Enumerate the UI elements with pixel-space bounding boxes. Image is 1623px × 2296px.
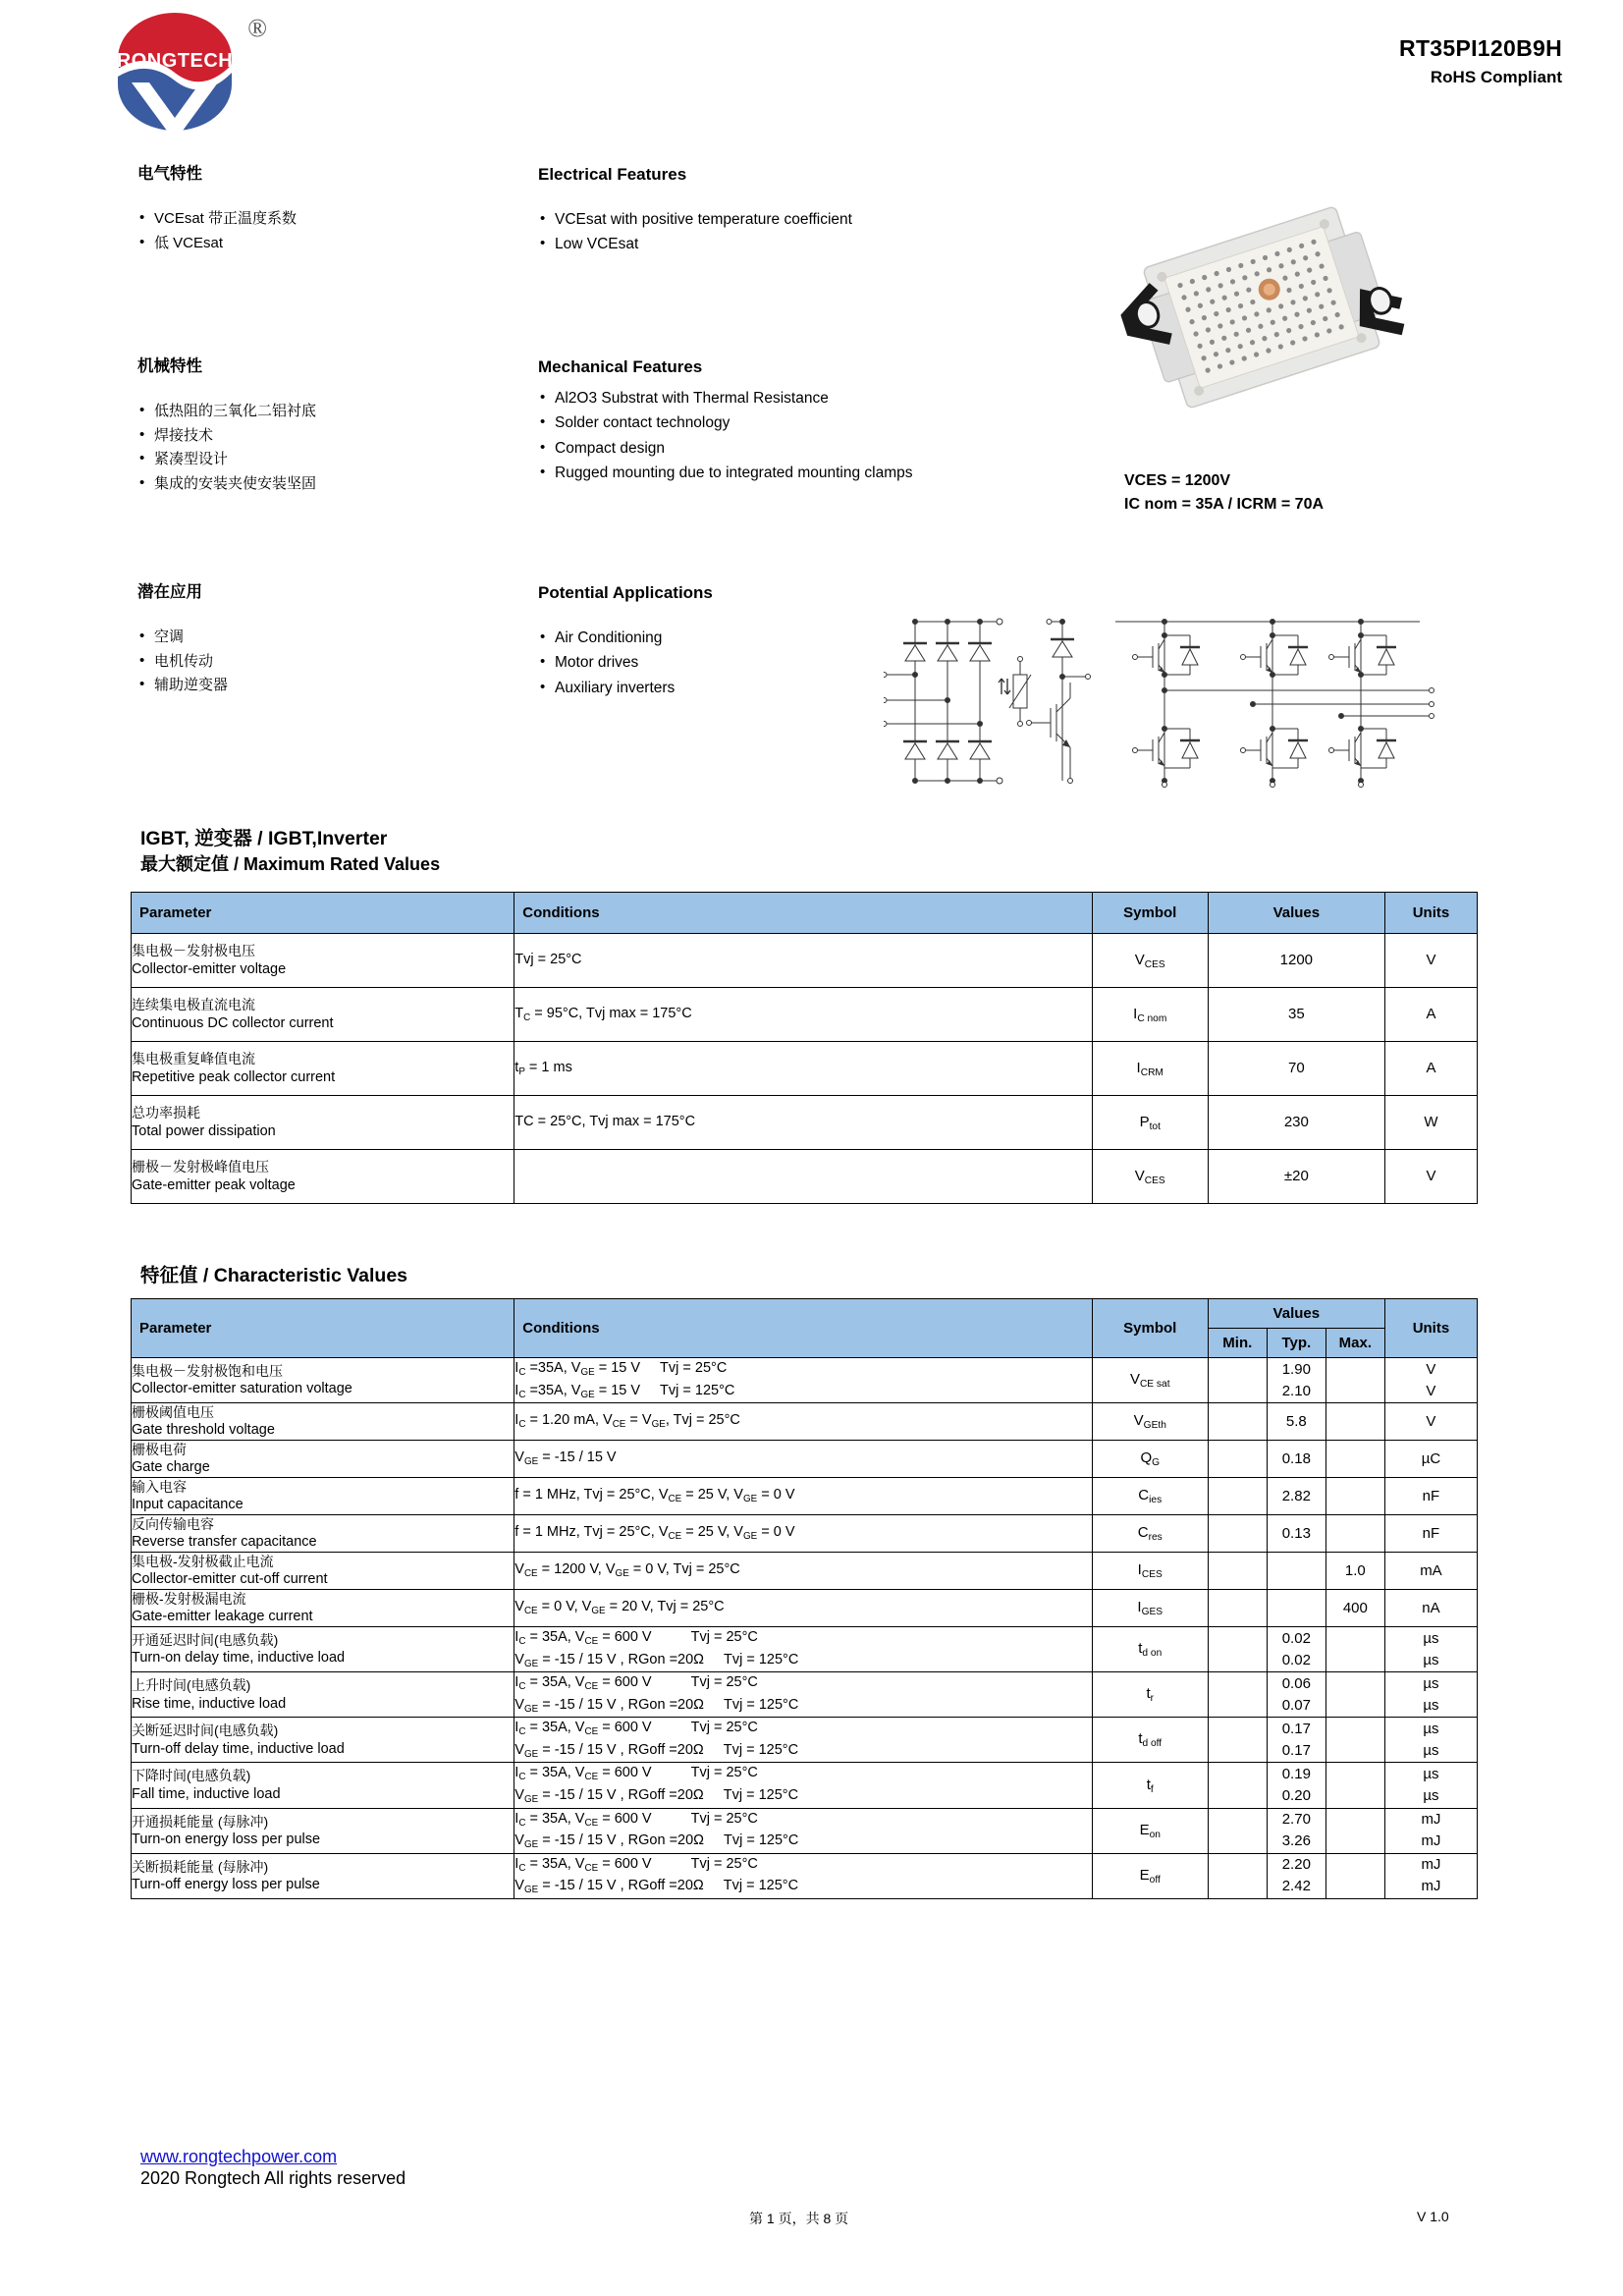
applications-cn <box>137 581 432 699</box>
cell-typ <box>1267 1553 1325 1590</box>
cell-symbol: $Q_G$ <box>1092 1441 1208 1478</box>
mechanical-features-title-cn: 机械特性 <box>137 357 202 375</box>
column-header-values: Values <box>1208 893 1384 934</box>
cell-symbol: $V_{GEth}$ <box>1092 1403 1208 1441</box>
list-item: • Air Conditioning <box>538 628 1049 649</box>
cell-symbol: $V_{CES}$ <box>1092 934 1208 988</box>
cell-parameter: 下降时间(电感负载) Fall time, inductive load <box>132 1763 514 1808</box>
table-row <box>132 1478 1478 1515</box>
electrical-features-title-en: Electrical Features <box>538 165 687 184</box>
mechanical-features-cn <box>137 355 432 498</box>
cell-symbol: $V_{CE sat}$ <box>1092 1358 1208 1403</box>
table-row <box>132 1515 1478 1553</box>
column-header-values: Values <box>1208 1299 1384 1329</box>
section-title-maximum-rated-values <box>140 823 440 876</box>
cell-max <box>1325 1853 1384 1898</box>
table-row <box>132 1808 1478 1853</box>
cell-min <box>1208 1553 1267 1590</box>
document-version: V 1.0 <box>1417 2209 1449 2224</box>
cell-unit: nA <box>1384 1590 1477 1627</box>
cell-unit: nF <box>1384 1515 1477 1553</box>
website-link[interactable]: www.rongtechpower.com <box>140 2147 338 2166</box>
cell-typ: 1.90 2.10 <box>1267 1358 1325 1403</box>
column-header-symbol: Symbol <box>1092 893 1208 934</box>
cell-parameter: 集电极－发射极饱和电压 Collector-emitter saturation voltage <box>132 1358 514 1403</box>
section-title-line1: IGBT, 逆变器 / IGBT,Inverter <box>140 828 388 849</box>
column-header-typ: Typ. <box>1267 1329 1325 1358</box>
list-item: • Compact design <box>538 438 1049 460</box>
cell-typ: 0.02 0.02 <box>1267 1627 1325 1672</box>
cell-unit: V V <box>1384 1358 1477 1403</box>
electrical-features-en <box>538 163 1049 259</box>
applications-title-en: Potential Applications <box>538 583 713 602</box>
cell-unit: µs µs <box>1384 1763 1477 1808</box>
table-row <box>132 1358 1478 1403</box>
cell-typ: 0.13 <box>1267 1515 1325 1553</box>
part-number: RT35PI120B9H <box>1399 35 1562 61</box>
mechanical-features-title-en: Mechanical Features <box>538 357 703 376</box>
maximum-rated-values-table <box>131 892 1478 1204</box>
cell-conditions: TC = 25°C, Tvj max = 175°C <box>514 1096 1092 1150</box>
svg-text:RONGTECH: RONGTECH <box>116 50 234 72</box>
cell-symbol: $P_{tot}$ <box>1092 1096 1208 1150</box>
mechanical-features-en <box>538 355 1049 488</box>
cell-symbol: $V_{CES}$ <box>1092 1150 1208 1204</box>
column-header-parameter: Parameter <box>132 1299 514 1358</box>
cell-typ: 2.20 2.42 <box>1267 1853 1325 1898</box>
page-footer <box>140 2147 1515 2226</box>
cell-min <box>1208 1627 1267 1672</box>
cell-symbol: $I_{CES}$ <box>1092 1553 1208 1590</box>
current-rating: IC nom = 35A / ICRM = 70A <box>1124 496 1325 513</box>
cell-symbol: $t_f$ <box>1092 1763 1208 1808</box>
column-header-max: Max. <box>1325 1329 1384 1358</box>
cell-symbol: $E_{off}$ <box>1092 1853 1208 1898</box>
column-header-symbol: Symbol <box>1092 1299 1208 1358</box>
cell-symbol: $I_{CRM}$ <box>1092 1042 1208 1096</box>
cell-max <box>1325 1441 1384 1478</box>
column-header-units: Units <box>1384 1299 1477 1358</box>
circuit-schematic <box>884 614 1443 791</box>
cell-max: 400 <box>1325 1590 1384 1627</box>
cell-parameter: 连续集电极直流电流 Continuous DC collector current <box>132 988 514 1042</box>
cell-conditions: $V_{GE} = -15 / 15$ V <box>514 1441 1092 1478</box>
cell-unit: W <box>1384 1096 1477 1150</box>
cell-typ: 2.82 <box>1267 1478 1325 1515</box>
table-row <box>132 1403 1478 1441</box>
cell-conditions: $V_{CE} = 1200$ V, $V_{GE} = 0$ V, Tvj = 25°C <box>514 1553 1092 1590</box>
copyright-notice: 2020 Rongtech All rights reserved <box>140 2168 406 2188</box>
table-row <box>132 1627 1478 1672</box>
cell-max <box>1325 1718 1384 1763</box>
cell-min <box>1208 1590 1267 1627</box>
cell-value: 1200 <box>1208 934 1384 988</box>
cell-symbol: $t_{d on}$ <box>1092 1627 1208 1672</box>
table-row <box>132 1763 1478 1808</box>
section-title-characteristic-values <box>140 1260 407 1287</box>
table-row <box>132 934 1478 988</box>
list-item: • 电机传动 <box>137 651 432 673</box>
cell-typ: 0.19 0.20 <box>1267 1763 1325 1808</box>
cell-unit: A <box>1384 988 1477 1042</box>
cell-parameter: 开通损耗能量 (每脉冲) Turn-on energy loss per pulse <box>132 1808 514 1853</box>
cell-parameter: 集电极－发射极电压 Collector-emitter voltage <box>132 934 514 988</box>
cell-conditions: $I_C = 35A$, $V_{CE} = 600$ V Tvj = 25°C $V_{GE} = -15 / 15$ V , RGoff =20Ω Tvj = 125°C <box>514 1718 1092 1763</box>
cell-unit: µs µs <box>1384 1672 1477 1718</box>
column-header-conditions: Conditions <box>514 1299 1092 1358</box>
cell-conditions: $I_C = 35A$, $V_{CE} = 600$ V Tvj = 25°C $V_{GE} = -15 / 15$ V , RGoff =20Ω Tvj = 125°C <box>514 1853 1092 1898</box>
cell-typ <box>1267 1590 1325 1627</box>
cell-parameter: 集电极重复峰值电流 Repetitive peak collector current <box>132 1042 514 1096</box>
list-item: • VCEsat with positive temperature coefficient <box>538 209 1049 231</box>
cell-conditions: $I_C = 35A$, $V_{CE} = 600$ V Tvj = 25°C $V_{GE} = -15 / 15$ V , RGon =20Ω Tvj = 125°C <box>514 1672 1092 1718</box>
column-header-units: Units <box>1384 893 1477 934</box>
table-body <box>132 1358 1478 1899</box>
cell-min <box>1208 1672 1267 1718</box>
vces-rating: VCES = 1200V <box>1124 472 1231 489</box>
cell-unit: µs µs <box>1384 1718 1477 1763</box>
mechanical-features-list-cn <box>137 401 432 495</box>
list-item: • 低 VCEsat <box>137 233 432 254</box>
cell-parameter: 反向传输电容 Reverse transfer capacitance <box>132 1515 514 1553</box>
list-item: • VCEsat 带正温度系数 <box>137 208 432 230</box>
cell-conditions: $I_C = 35A$, $V_{CE} = 600$ V Tvj = 25°C $V_{GE} = -15 / 15$ V , RGoff =20Ω Tvj = 125°C <box>514 1763 1092 1808</box>
cell-conditions: f = 1 MHz, Tvj = 25°C, $V_{CE} = 25$ V, $V_{GE} = 0$ V <box>514 1478 1092 1515</box>
electrical-features-cn <box>137 163 432 256</box>
cell-value: 35 <box>1208 988 1384 1042</box>
section-title-line2: 最大额定值 / Maximum Rated Values <box>140 854 441 874</box>
table-row <box>132 1672 1478 1718</box>
cell-min <box>1208 1763 1267 1808</box>
table-row <box>132 1853 1478 1898</box>
cell-symbol: $I_{C nom}$ <box>1092 988 1208 1042</box>
cell-value: 230 <box>1208 1096 1384 1150</box>
cell-conditions <box>514 1150 1092 1204</box>
cell-conditions: $I_C = 1.20$ mA, $V_{CE} = V_{GE}$, Tvj = 25°C <box>514 1403 1092 1441</box>
ratings-summary <box>1124 469 1324 517</box>
cell-max <box>1325 1672 1384 1718</box>
table-header-row-top <box>132 1299 1478 1329</box>
cell-typ: 0.06 0.07 <box>1267 1672 1325 1718</box>
electrical-features-title-cn: 电气特性 <box>137 165 202 183</box>
table-row <box>132 1553 1478 1590</box>
cell-typ: 0.17 0.17 <box>1267 1718 1325 1763</box>
column-header-parameter: Parameter <box>132 893 514 934</box>
cell-symbol: $C_{ies}$ <box>1092 1478 1208 1515</box>
list-item: • 辅助逆变器 <box>137 675 432 696</box>
electrical-features-list-cn <box>137 208 432 254</box>
cell-symbol: $I_{GES}$ <box>1092 1590 1208 1627</box>
table-header-row <box>132 893 1478 934</box>
table-row <box>132 1042 1478 1096</box>
cell-min <box>1208 1441 1267 1478</box>
cell-max <box>1325 1478 1384 1515</box>
section-title-characteristic: 特征值 / Characteristic Values <box>140 1265 408 1286</box>
cell-min <box>1208 1853 1267 1898</box>
applications-title-cn: 潜在应用 <box>137 583 202 601</box>
cell-conditions: f = 1 MHz, Tvj = 25°C, $V_{CE} = 25$ V, $V_{GE} = 0$ V <box>514 1515 1092 1553</box>
rohs-compliance-label: RoHS Compliant <box>1430 68 1562 86</box>
header-identity <box>1399 35 1562 87</box>
cell-unit: V <box>1384 1150 1477 1204</box>
cell-symbol: $C_{res}$ <box>1092 1515 1208 1553</box>
cell-max <box>1325 1358 1384 1403</box>
list-item: • 焊接技术 <box>137 425 432 447</box>
cell-max <box>1325 1808 1384 1853</box>
cell-parameter: 总功率损耗 Total power dissipation <box>132 1096 514 1150</box>
cell-parameter: 栅极-发射极漏电流 Gate-emitter leakage current <box>132 1590 514 1627</box>
list-item: • Solder contact technology <box>538 412 1049 434</box>
cell-unit: mJ mJ <box>1384 1853 1477 1898</box>
table-row <box>132 1441 1478 1478</box>
cell-unit: V <box>1384 934 1477 988</box>
cell-conditions: $I_C =35A$, $V_{GE} = 15$ V Tvj = 25°C $I_C =35A$, $V_{GE} = 15$ V Tvj = 125°C <box>514 1358 1092 1403</box>
cell-unit: mA <box>1384 1553 1477 1590</box>
table-row <box>132 988 1478 1042</box>
cell-parameter: 输入电容 Input capacitance <box>132 1478 514 1515</box>
cell-unit: µs µs <box>1384 1627 1477 1672</box>
cell-conditions: $T_C = 95^\circ C$, Tvj max = 175°C <box>514 988 1092 1042</box>
list-item: • Low VCEsat <box>538 234 1049 255</box>
cell-max <box>1325 1515 1384 1553</box>
cell-symbol: $E_{on}$ <box>1092 1808 1208 1853</box>
cell-min <box>1208 1478 1267 1515</box>
table-body <box>132 934 1478 1204</box>
table-row <box>132 1718 1478 1763</box>
cell-parameter: 栅极－发射极峰值电压 Gate-emitter peak voltage <box>132 1150 514 1204</box>
cell-parameter: 开通延迟时间(电感负载) Turn-on delay time, inductive load <box>132 1627 514 1672</box>
list-item: • 紧凑型设计 <box>137 449 432 470</box>
cell-parameter: 栅极阈值电压 Gate threshold voltage <box>132 1403 514 1441</box>
module-photo <box>1090 194 1434 420</box>
cell-symbol: $t_r$ <box>1092 1672 1208 1718</box>
cell-max <box>1325 1763 1384 1808</box>
cell-min <box>1208 1718 1267 1763</box>
mechanical-features-list-en <box>538 388 1049 485</box>
cell-typ: 0.18 <box>1267 1441 1325 1478</box>
cell-max <box>1325 1627 1384 1672</box>
cell-value: 70 <box>1208 1042 1384 1096</box>
page-header <box>0 0 1623 165</box>
applications-list-cn <box>137 627 432 696</box>
cell-typ: 2.70 3.26 <box>1267 1808 1325 1853</box>
cell-min <box>1208 1358 1267 1403</box>
cell-max: 1.0 <box>1325 1553 1384 1590</box>
list-item: • Motor drives <box>538 652 1049 674</box>
cell-conditions: $I_C = 35A$, $V_{CE} = 600$ V Tvj = 25°C $V_{GE} = -15 / 15$ V , RGon =20Ω Tvj = 125°C <box>514 1627 1092 1672</box>
table-row <box>132 1096 1478 1150</box>
cell-unit: nF <box>1384 1478 1477 1515</box>
table-row <box>132 1150 1478 1204</box>
characteristic-values-table <box>131 1298 1478 1899</box>
cell-unit: A <box>1384 1042 1477 1096</box>
registered-trademark-icon: ® <box>247 14 267 42</box>
cell-conditions: $V_{CE} = 0$ V, $V_{GE} = 20$ V, Tvj = 25°C <box>514 1590 1092 1627</box>
list-item: • Auxiliary inverters <box>538 678 1049 699</box>
electrical-features-list-en <box>538 209 1049 256</box>
list-item: • 集成的安装夹使安装坚固 <box>137 473 432 495</box>
list-item: • Al2O3 Substrat with Thermal Resistance <box>538 388 1049 410</box>
cell-value: ±20 <box>1208 1150 1384 1204</box>
rongtech-logo <box>98 8 265 155</box>
cell-max <box>1325 1403 1384 1441</box>
table-row <box>132 1590 1478 1627</box>
page-number: 第 1 页，共 8 页 <box>749 2211 849 2226</box>
cell-min <box>1208 1515 1267 1553</box>
cell-conditions: Tvj = 25°C <box>514 934 1092 988</box>
list-item: • 低热阻的三氧化二铝衬底 <box>137 401 432 422</box>
cell-parameter: 集电极-发射极截止电流 Collector-emitter cut-off current <box>132 1553 514 1590</box>
cell-unit: V <box>1384 1403 1477 1441</box>
column-header-conditions: Conditions <box>514 893 1092 934</box>
cell-parameter: 关断损耗能量 (每脉冲) Turn-off energy loss per pulse <box>132 1853 514 1898</box>
cell-parameter: 上升时间(电感负载) Rise time, inductive load <box>132 1672 514 1718</box>
cell-symbol: $t_{d off}$ <box>1092 1718 1208 1763</box>
cell-parameter: 关断延迟时间(电感负载) Turn-off delay time, inductive load <box>132 1718 514 1763</box>
column-header-min: Min. <box>1208 1329 1267 1358</box>
list-item: • 空调 <box>137 627 432 648</box>
cell-parameter: 栅极电荷 Gate charge <box>132 1441 514 1478</box>
cell-unit: µC <box>1384 1441 1477 1478</box>
cell-unit: mJ mJ <box>1384 1808 1477 1853</box>
cell-conditions: $I_C = 35A$, $V_{CE} = 600$ V Tvj = 25°C $V_{GE} = -15 / 15$ V , RGon =20Ω Tvj = 125°C <box>514 1808 1092 1853</box>
cell-min <box>1208 1808 1267 1853</box>
cell-min <box>1208 1403 1267 1441</box>
cell-typ: 5.8 <box>1267 1403 1325 1441</box>
list-item: • Rugged mounting due to integrated mounting clamps <box>538 463 1049 484</box>
cell-conditions: $t_P = 1$ ms <box>514 1042 1092 1096</box>
